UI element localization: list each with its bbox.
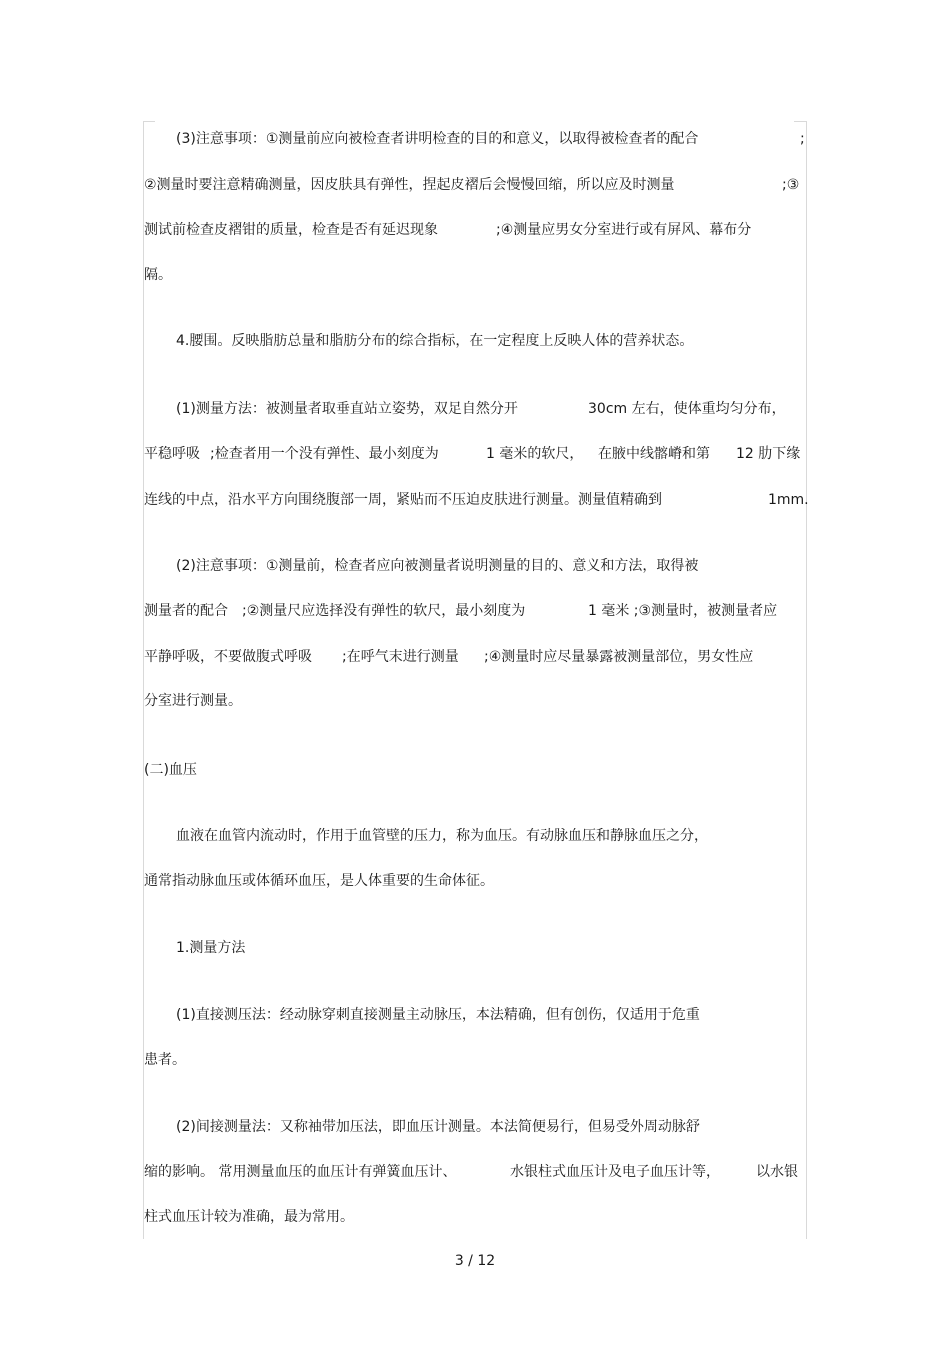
text-segment: 平稳呼吸 bbox=[144, 446, 200, 462]
paragraph-line: 血液在血管内流动时，作用于血管壁的压力，称为血压。有动脉血压和静脉血压之分， bbox=[176, 828, 708, 844]
text-segment: 缩的影响。 常用测量血压的血压计有弹簧血压计、 bbox=[144, 1164, 457, 1180]
text-segment: (1)测量方法：被测量者取垂直站立姿势，双足自然分开 bbox=[176, 401, 518, 417]
text-segment: ;②测量尺应选择没有弹性的软尺，最小刻度为 bbox=[242, 603, 526, 619]
paragraph-line: 隔。 bbox=[144, 267, 172, 283]
page-frame-corner bbox=[794, 121, 806, 122]
text-segment: ; bbox=[800, 131, 805, 147]
text-segment: 1 毫米 ;③测量时，被测量者应 bbox=[588, 603, 778, 619]
section-heading: (二)血压 bbox=[144, 762, 197, 778]
page-frame-left bbox=[143, 121, 144, 1239]
text-segment: ;③ bbox=[782, 177, 800, 193]
paragraph-line: 分室进行测量。 bbox=[144, 693, 242, 709]
text-segment: 12 肋下缘 bbox=[736, 446, 801, 462]
text-segment: 测量者的配合 bbox=[144, 603, 228, 619]
text-segment: 30cm 左右，使体重均匀分布， bbox=[588, 401, 786, 417]
text-segment: ②测量时要注意精确测量，因皮肤具有弹性，捏起皮褶后会慢慢回缩，所以应及时测量 bbox=[144, 177, 675, 193]
paragraph-line: (2)间接测量法：又称袖带加压法，即血压计测量。本法简便易行，但易受外周动脉舒 bbox=[176, 1119, 700, 1135]
paragraph-line: 通常指动脉血压或体循环血压，是人体重要的生命体征。 bbox=[144, 873, 494, 889]
text-segment: 平静呼吸，不要做腹式呼吸 bbox=[144, 649, 312, 665]
text-segment: 测试前检查皮褶钳的质量，检查是否有延迟现象 bbox=[144, 222, 438, 238]
paragraph-line: 柱式血压计较为准确，最为常用。 bbox=[144, 1209, 354, 1225]
page-number: 3 / 12 bbox=[454, 1253, 496, 1269]
text-segment: (3)注意事项：①测量前应向被检查者讲明检查的目的和意义，以取得被检查者的配合 bbox=[176, 131, 699, 147]
paragraph-line: 患者。 bbox=[144, 1052, 186, 1068]
text-segment: 在腋中线髂嵴和第 bbox=[598, 446, 710, 462]
text-segment: ;④测量时应尽量暴露被测量部位，男女性应 bbox=[484, 649, 754, 665]
paragraph-line: 4.腰围。反映脂肪总量和脂肪分布的综合指标，在一定程度上反映人体的营养状态。 bbox=[176, 333, 694, 349]
text-segment: ;检查者用一个没有弹性、最小刻度为 bbox=[210, 446, 439, 462]
text-segment: ;④测量应男女分室进行或有屏风、幕布分 bbox=[496, 222, 752, 238]
text-segment: 1 毫米的软尺， bbox=[486, 446, 584, 462]
text-segment: 1mm. bbox=[768, 492, 809, 508]
text-segment: 水银柱式血压计及电子血压计等， bbox=[510, 1164, 720, 1180]
paragraph-line: (1)直接测压法：经动脉穿刺直接测量主动脉压，本法精确，但有创伤，仅适用于危重 bbox=[176, 1007, 700, 1023]
paragraph-line: (2)注意事项：①测量前，检查者应向被测量者说明测量的目的、意义和方法，取得被 bbox=[176, 558, 699, 574]
page-frame-corner bbox=[143, 121, 155, 122]
text-segment: 以水银 bbox=[756, 1164, 798, 1180]
text-segment: ;在呼气末进行测量 bbox=[342, 649, 459, 665]
page-frame-right bbox=[806, 121, 807, 1239]
paragraph-line: 1.测量方法 bbox=[176, 940, 246, 956]
text-segment: 连线的中点，沿水平方向围绕腹部一周，紧贴而不压迫皮肤进行测量。测量值精确到 bbox=[144, 492, 662, 508]
